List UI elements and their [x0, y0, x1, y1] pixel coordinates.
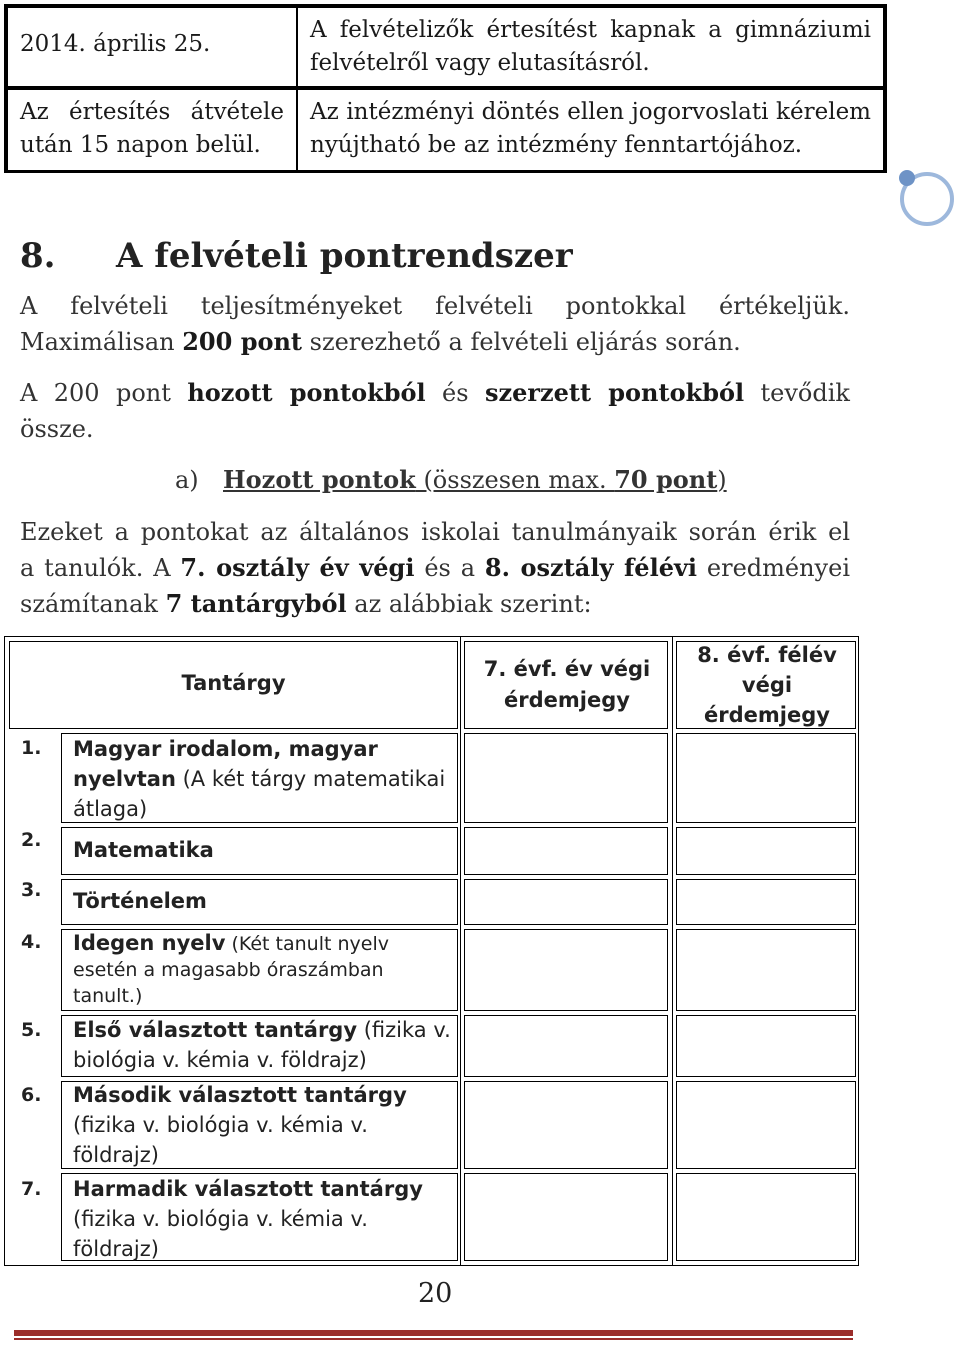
grade-cell[interactable]	[464, 827, 668, 875]
intro-line: A felvételi teljesítményeket felvételi pontokkal értékeljük.	[20, 292, 850, 320]
subject-name: Első választott tantárgy	[73, 1018, 358, 1042]
subject-note: (Két tanult nyelv esetén a magasabb óraszámban tanult.)	[73, 933, 389, 1007]
intro-paragraph	[20, 288, 850, 360]
section-title: A felvételi pontrendszer	[116, 236, 573, 276]
grade-cell[interactable]	[464, 1015, 668, 1077]
row-number: 4.	[21, 931, 42, 953]
points-text: A 200 pont	[20, 379, 188, 407]
intro-text: szerezhető a felvételi eljárás során.	[302, 328, 741, 356]
grade-cell[interactable]	[676, 1173, 856, 1261]
subjects-line	[20, 550, 850, 586]
section-number: 8.	[20, 236, 56, 276]
row-number: 3.	[21, 879, 42, 901]
intro-bold: 200 pont	[182, 327, 303, 356]
footer-rule	[14, 1338, 853, 1340]
subsection-text: (összesen max.	[415, 466, 615, 494]
row-subject	[73, 835, 453, 865]
subjects-table	[4, 636, 859, 1266]
subject-name: Harmadik választott tantárgy	[73, 1177, 423, 1201]
grade-cell[interactable]	[464, 733, 668, 823]
subject-note: (fizika v. biológia v. kémia v. földrajz)	[73, 1018, 451, 1072]
schedule-row	[6, 88, 885, 172]
points-bold: szerzett pontokból	[484, 378, 745, 407]
grade-cell[interactable]	[464, 929, 668, 1011]
subject-note: (fizika v. biológia v. kémia v. földrajz)	[73, 1113, 368, 1167]
subjects-bold: 7 tantárgyból	[165, 589, 347, 618]
subjects-text: az alábbiak szerint:	[346, 590, 592, 618]
grade-cell[interactable]	[464, 1081, 668, 1169]
grade-cell[interactable]	[464, 1173, 668, 1261]
grade-cell[interactable]	[676, 1081, 856, 1169]
subject-name: Magyar irodalom, magyar nyelvtan	[73, 737, 378, 791]
grade-cell[interactable]	[676, 827, 856, 875]
footer-rule	[14, 1330, 853, 1336]
subjects-text: eredményei	[697, 554, 850, 582]
row-subject	[73, 1080, 453, 1170]
subjects-line: Ezeket a pontokat az általános iskolai tanulmányaik során érik el	[20, 518, 850, 546]
grade-cell[interactable]	[676, 733, 856, 823]
header-grade-7: 7. évf. év végi érdemjegy	[483, 657, 651, 712]
row-subject	[73, 1015, 453, 1075]
subsection-label: a)	[175, 466, 199, 494]
points-paragraph	[20, 375, 850, 447]
subject-name: Idegen nyelv	[73, 931, 226, 955]
page-number: 20	[418, 1278, 453, 1309]
subject-note: (A két tárgy matematikai átlaga)	[73, 767, 446, 821]
row-subject	[73, 1174, 453, 1264]
points-text: és	[425, 379, 485, 407]
schedule-date: Az értesítés átvétele után 15 napon belül.	[7, 89, 297, 171]
schedule-text: Az intézményi döntés ellen jogorvoslati kérelem nyújtható be az intézmény fenntartójához.	[297, 89, 884, 171]
row-number: 6.	[21, 1084, 42, 1106]
subjects-text: a tanulók. A	[20, 554, 181, 582]
section-heading	[20, 236, 573, 276]
row-number: 7.	[21, 1178, 42, 1200]
row-number: 1.	[21, 737, 42, 759]
grade-cell[interactable]	[464, 879, 668, 925]
row-number: 5.	[21, 1019, 42, 1041]
row-subject	[73, 886, 453, 916]
subjects-text: számítanak	[20, 590, 166, 618]
subsection-text: )	[717, 466, 727, 494]
schedule-date: 2014. április 25.	[7, 7, 297, 87]
grade-cell[interactable]	[676, 929, 856, 1011]
intro-text: Maximálisan	[20, 328, 183, 356]
subject-name: Második választott tantárgy	[73, 1083, 407, 1107]
schedule-text: A felvételizők értesítést kapnak a gimnáziumi felvételről vagy elutasításról.	[297, 7, 884, 87]
grade-cell[interactable]	[676, 879, 856, 925]
row-subject	[73, 930, 453, 1009]
points-text: tevődik össze.	[20, 379, 850, 443]
grade-cell[interactable]	[676, 1015, 856, 1077]
header-subject: Tantárgy	[181, 671, 286, 695]
subject-name: Matematika	[73, 838, 214, 862]
subject-name: Történelem	[73, 889, 207, 913]
subjects-bold: 7. osztály év végi	[180, 553, 415, 582]
subject-note: (fizika v. biológia v. kémia v. földrajz)	[73, 1207, 368, 1261]
header-grade-8: 8. évf. félév végi érdemjegy	[697, 643, 837, 727]
points-bold: hozott pontokból	[187, 378, 426, 407]
subsection-a	[175, 462, 727, 498]
subjects-bold: 8. osztály félévi	[484, 553, 698, 582]
subsection-title: Hozott pontok	[223, 465, 416, 494]
schedule-row	[6, 6, 885, 88]
decorative-dot-icon	[899, 170, 915, 186]
row-subject	[73, 734, 453, 824]
subjects-text: és a	[414, 554, 485, 582]
subjects-paragraph	[20, 514, 850, 622]
row-number: 2.	[21, 829, 42, 851]
subsection-bold: 70 pont	[614, 465, 718, 494]
schedule-table	[4, 4, 887, 173]
